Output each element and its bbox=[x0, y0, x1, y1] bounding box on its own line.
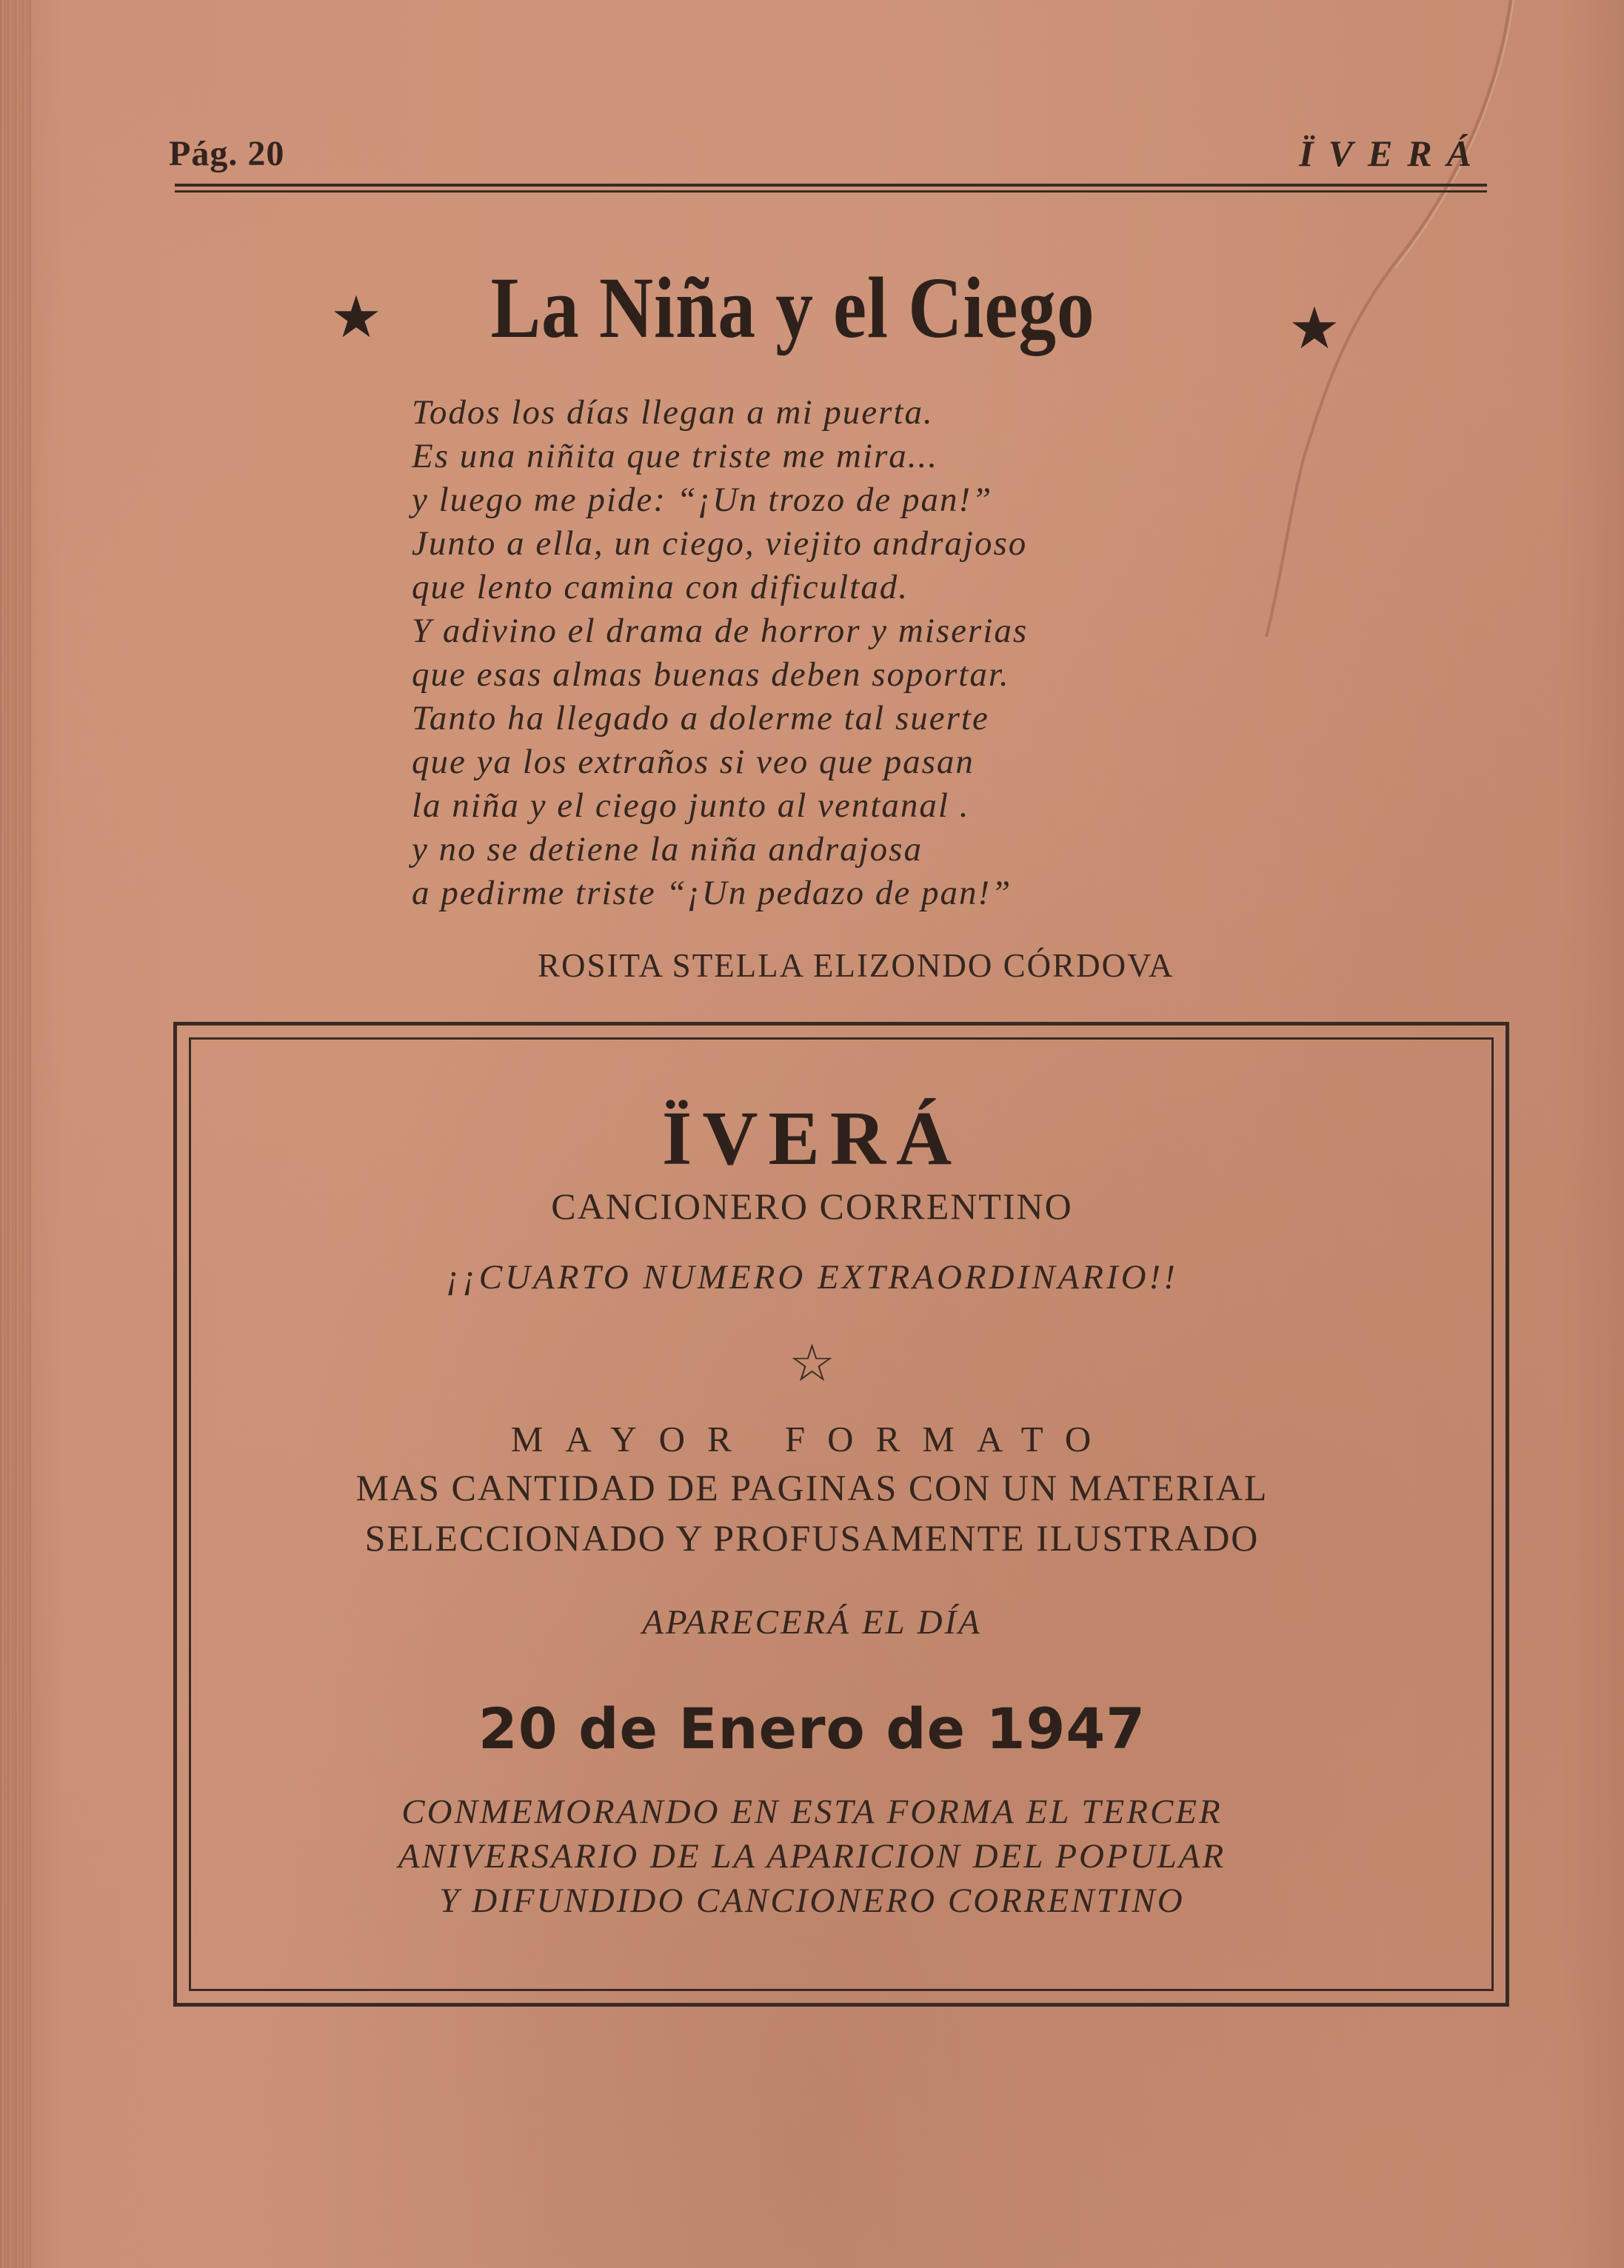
poem-line: Y adivino el drama de horror y miserias bbox=[412, 612, 1029, 650]
poem-line: que esas almas buenas deben soportar. bbox=[412, 655, 1010, 694]
closing-line-2: ANIVERSARIO DE LA APARICION DEL POPULAR bbox=[398, 1837, 1226, 1876]
star-icon: ★ bbox=[1289, 296, 1340, 361]
closing-line-1: CONMEMORANDO EN ESTA FORMA EL TERCER bbox=[401, 1793, 1223, 1831]
magazine-name: ÏVERÁ bbox=[1299, 133, 1486, 174]
announcement-title: ÏVERÁ bbox=[661, 1096, 963, 1181]
poem-line: Todos los días llegan a mi puerta. bbox=[412, 393, 934, 432]
poem-line: y luego me pide: “¡Un trozo de pan!” bbox=[412, 481, 993, 519]
pages-line-1: MAS CANTIDAD DE PAGINAS CON UN MATERIAL bbox=[355, 1467, 1269, 1508]
poem-line: a pedirme triste “¡Un pedazo de pan!” bbox=[412, 874, 1012, 912]
header-rule bbox=[175, 184, 1487, 193]
poem-line: Tanto ha llegado a dolerme tal suerte bbox=[412, 699, 989, 737]
appear-label: APARECERÁ EL DÍA bbox=[642, 1603, 982, 1642]
poem-title: La Niña y el Ciego bbox=[490, 259, 1095, 356]
poem-line: que lento camina con dificultad. bbox=[412, 568, 909, 606]
pages-line-2: SELECCIONADO Y PROFUSAMENTE ILUSTRADO bbox=[364, 1517, 1260, 1559]
poem-line: la niña y el ciego junto al ventanal . bbox=[412, 786, 970, 825]
poem-body bbox=[412, 391, 1028, 915]
issue-line: ¡¡CUARTO NUMERO EXTRAORDINARIO!! bbox=[446, 1258, 1178, 1297]
poem-line: y no se detiene la niña andrajosa bbox=[412, 830, 923, 869]
poem-line: Es una niñita que triste me mira... bbox=[412, 437, 938, 475]
poem-line: Junto a ella, un ciego, viejito andrajoso bbox=[412, 524, 1028, 563]
format-line: MAYOR FORMATO bbox=[510, 1419, 1114, 1459]
star-icon: ★ bbox=[330, 285, 382, 349]
closing-line-3: Y DIFUNDIDO CANCIONERO CORRENTINO bbox=[439, 1881, 1185, 1920]
poem-line: que ya los extraños si veo que pasan bbox=[412, 743, 975, 781]
announcement-subtitle: CANCIONERO CORRENTINO bbox=[551, 1185, 1073, 1227]
release-date: 20 de Enero de 1947 bbox=[478, 1696, 1146, 1762]
poem-author: ROSITA STELLA ELIZONDO CÓRDOVA bbox=[538, 947, 1174, 984]
page-number: Pág. 20 bbox=[169, 134, 285, 173]
outline-star-icon: ☆ bbox=[789, 1336, 835, 1393]
